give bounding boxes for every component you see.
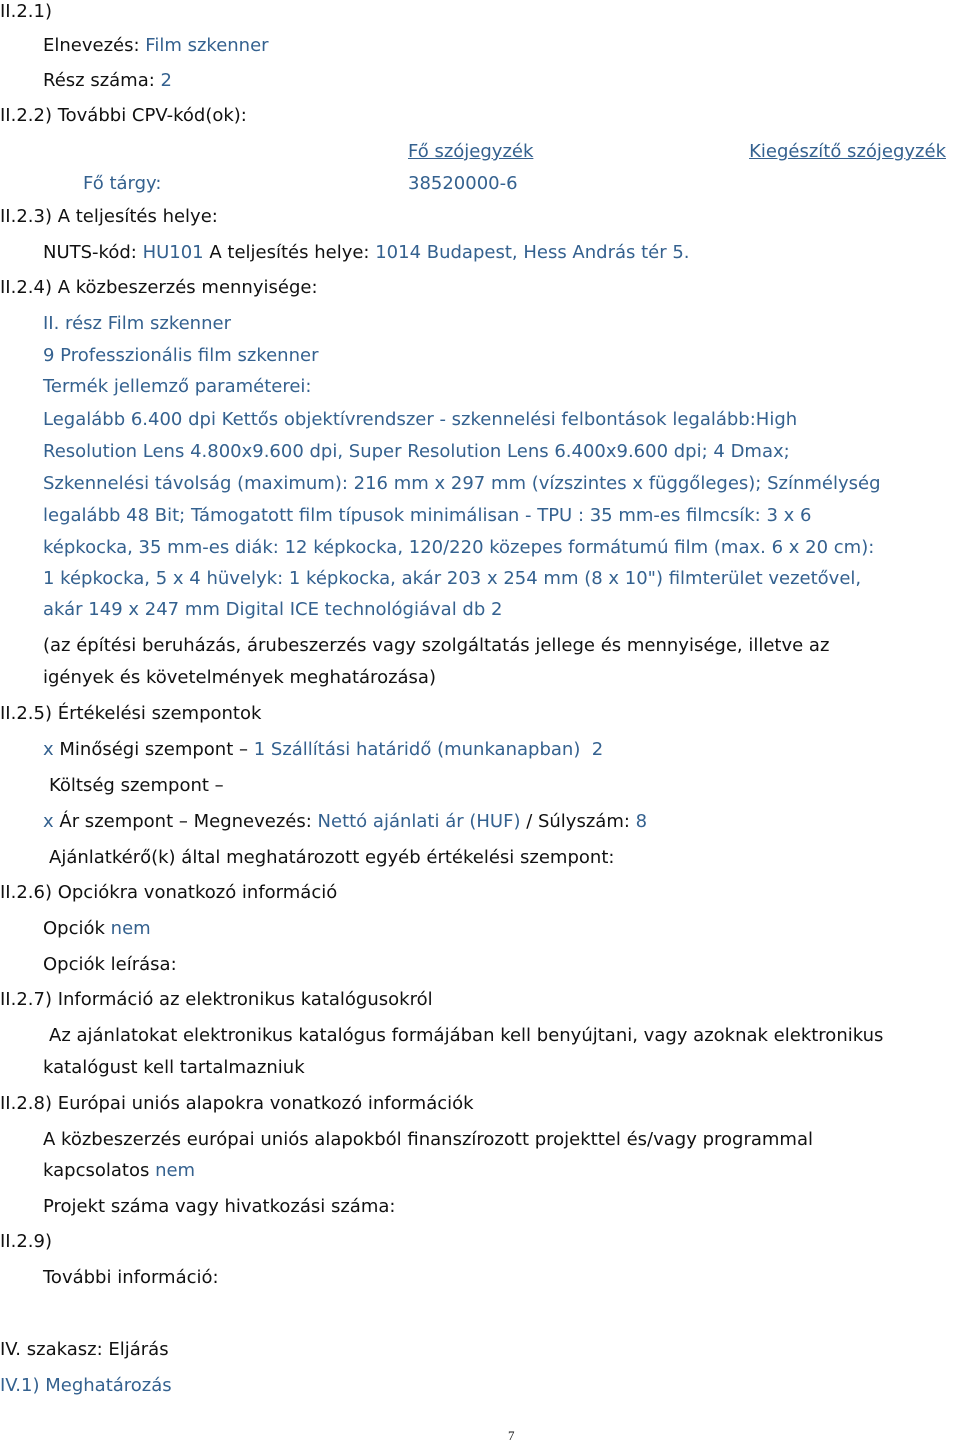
section-iv1-heading: IV.1) Meghatározás (0, 1375, 172, 1396)
part-label: Rész száma: (43, 70, 161, 91)
quality-check-mark: x (43, 739, 60, 760)
cpv-main-header: Fő szójegyzék (408, 141, 534, 162)
quantity-line: Resolution Lens 4.800x9.600 dpi, Super Resolution Lens 6.400x9.600 dpi; 4 Dmax; (43, 441, 790, 462)
name-label: Elnevezés: (43, 35, 146, 56)
price-check-mark: x (43, 811, 60, 832)
page-number: 7 (508, 1428, 515, 1443)
eu-funds-value: nem (155, 1160, 196, 1181)
section-heading: II.2.2) További CPV-kód(ok): (0, 105, 247, 126)
part-value: 2 (160, 70, 172, 91)
catalogue-text: katalógust kell tartalmazniuk (43, 1057, 305, 1078)
quality-criterion (43, 737, 603, 763)
nuts-value: HU101 (142, 242, 204, 263)
place-label: A teljesítés helye: (203, 242, 376, 263)
place-row (43, 240, 690, 266)
eu-funds-row (43, 1158, 195, 1184)
section-heading: II.2.7) Információ az elektronikus katalógusokról (0, 989, 433, 1010)
cpv-subject-label: Fő tárgy: (83, 173, 162, 194)
eu-funds-text: A közbeszerzés európai uniós alapokból finanszírozott projekttel és/vagy programmal (43, 1129, 813, 1150)
quantity-line: akár 149 x 247 mm Digital ICE technológiával db 2 (43, 599, 503, 620)
cpv-code: 38520000-6 (408, 173, 518, 194)
name-row (43, 33, 269, 59)
section-heading: II.2.8) Európai uniós alapokra vonatkozó információk (0, 1093, 474, 1114)
section-heading: II.2.6) Opciókra vonatkozó információ (0, 882, 338, 903)
cost-criterion: Költség szempont – (49, 775, 224, 796)
price-value: Nettó ajánlati ár (HUF) (317, 811, 521, 832)
quantity-line: Termék jellemző paraméterei: (43, 376, 312, 397)
additional-info-label: További információ: (43, 1267, 219, 1288)
section-iv-heading: IV. szakasz: Eljárás (0, 1339, 169, 1360)
price-weight-label: / Súlyszám: (520, 811, 636, 832)
quantity-line: legalább 48 Bit; Támogatott film típusok minimálisan - TPU : 35 mm-es filmcsík: 3 x 6 (43, 505, 812, 526)
nuts-label: NUTS-kód: (43, 242, 143, 263)
quantity-line: 9 Professzionális film szkenner (43, 345, 319, 366)
quality-value: 1 Szállítási határidő (munkanapban) (253, 739, 581, 760)
options-description: Opciók leírása: (43, 954, 177, 975)
quantity-note: (az építési beruházás, árubeszerzés vagy szolgáltatás jellege és mennyisége, illetve az (43, 635, 830, 656)
price-label: Ár szempont – Megnevezés: (59, 811, 318, 832)
place-value: 1014 Budapest, Hess András tér 5. (375, 242, 690, 263)
price-criterion (43, 809, 647, 835)
quantity-note: igények és követelmények meghatározása) (43, 667, 436, 688)
name-value: Film szkenner (145, 35, 269, 56)
section-heading: II.2.9) (0, 1231, 52, 1252)
section-heading: II.2.3) A teljesítés helye: (0, 206, 218, 227)
project-number-label: Projekt száma vagy hivatkozási száma: (43, 1196, 396, 1217)
section-heading: II.2.4) A közbeszerzés mennyisége: (0, 277, 318, 298)
catalogue-text: Az ajánlatokat elektronikus katalógus formájában kell benyújtani, vagy azoknak elektronikus (49, 1025, 884, 1046)
section-heading: II.2.5) Értékelési szempontok (0, 703, 262, 724)
section-heading: II.2.1) (0, 1, 52, 22)
quantity-line: Szkennelési távolság (maximum): 216 mm x 297 mm (vízszintes x függőleges); Színmélység (43, 473, 881, 494)
quantity-line: 1 képkocka, 5 x 4 hüvelyk: 1 képkocka, akár 203 x 254 mm (8 x 10") filmterület vezetővel, (43, 568, 862, 589)
options-value: nem (110, 918, 151, 939)
eu-funds-label: kapcsolatos (43, 1160, 156, 1181)
price-weight: 8 (635, 811, 648, 832)
quantity-line: képkocka, 35 mm-es diák: 12 képkocka, 120/220 közepes formátumú film (max. 6 x 20 cm): (43, 537, 875, 558)
options-row (43, 916, 151, 942)
other-criteria: Ajánlatkérő(k) által meghatározott egyéb értékelési szempont: (49, 847, 615, 868)
options-label: Opciók (43, 918, 111, 939)
cpv-supp-header: Kiegészítő szójegyzék (749, 141, 946, 162)
quality-weight: 2 (591, 739, 604, 760)
quality-label: Minőségi szempont – (59, 739, 254, 760)
quantity-line: Legalább 6.400 dpi Kettős objektívrendszer - szkennelési felbontások legalább:High (43, 409, 798, 430)
quantity-line: II. rész Film szkenner (43, 313, 231, 334)
part-row (43, 68, 172, 94)
